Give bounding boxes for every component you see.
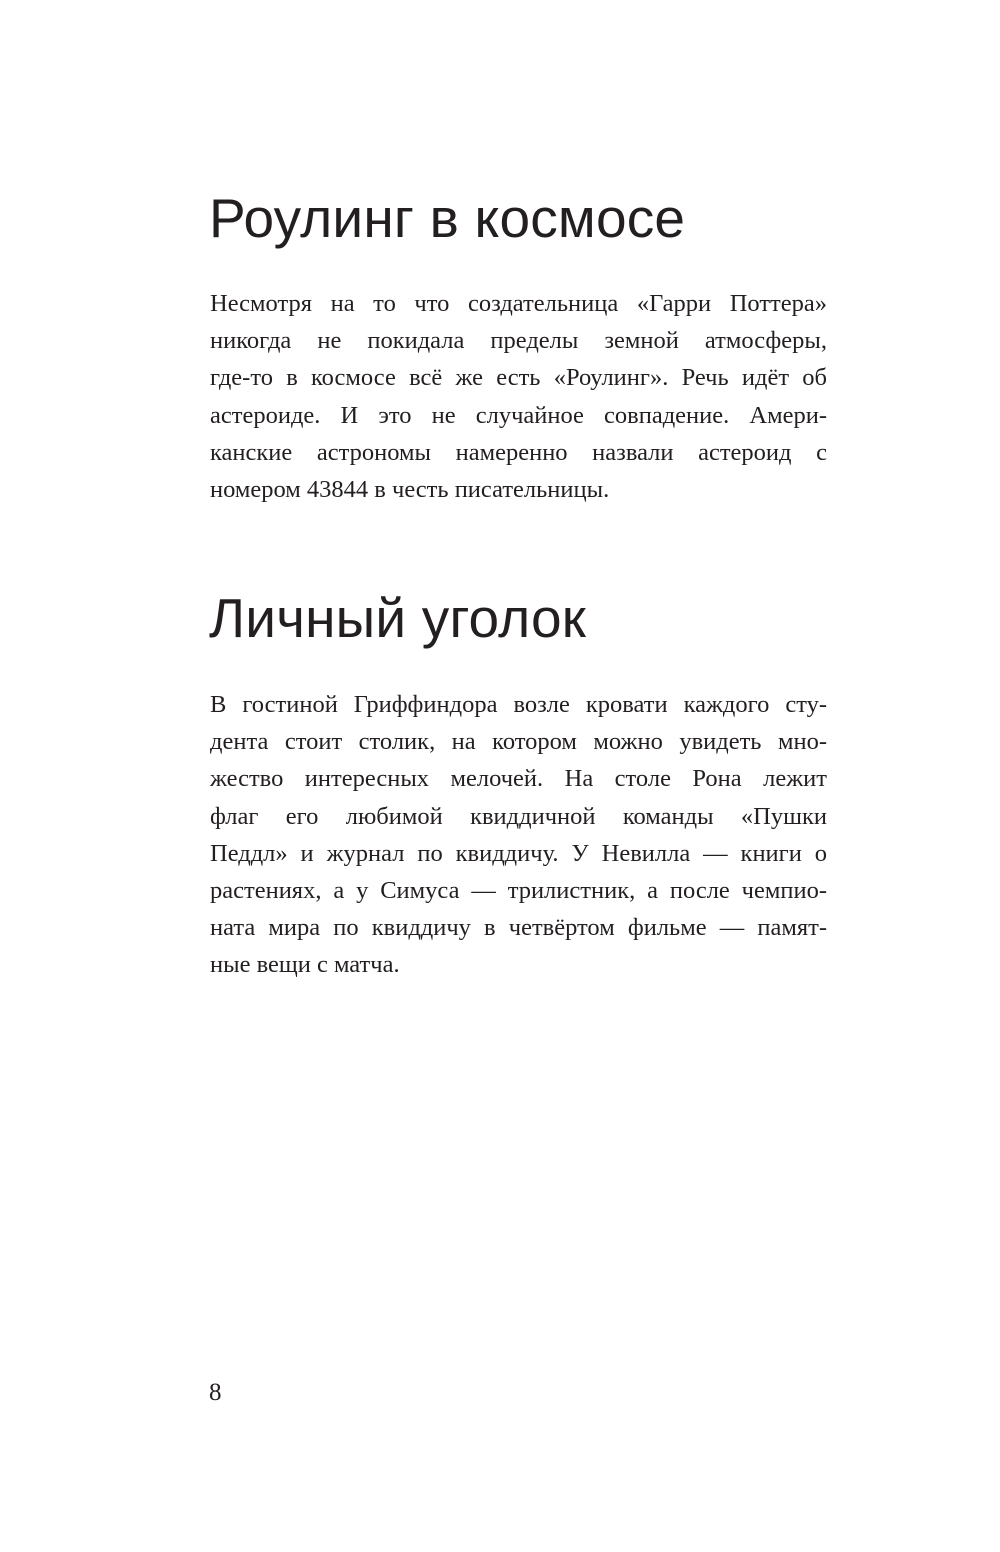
section-paragraph-rowling-in-space	[210, 285, 827, 508]
paragraph-line: В гостиной Гриффиндора возле кровати каждого сту-	[210, 691, 827, 718]
paragraph-line: растениях, а у Симуса — трилистник, а после чемпио-	[210, 876, 827, 904]
paragraph-line: дента стоит столик, на котором можно увидеть мно-	[210, 728, 827, 756]
section-paragraph-personal-corner	[210, 686, 827, 984]
paragraph-line: номером 43844 в честь писательницы.	[210, 475, 610, 503]
paragraph-line: канские астрономы намеренно назвали астероид с	[210, 438, 827, 466]
paragraph-line: никогда не покидала пределы земной атмосферы,	[210, 327, 827, 355]
section-heading-rowling-in-space: Роулинг в космосе	[209, 187, 686, 249]
section-heading-personal-corner: Личный уголок	[209, 587, 587, 649]
paragraph-line: Педдл» и журнал по квиддичу. У Невилла — книги о	[210, 839, 827, 867]
paragraph-line: Несмотря на то что создательница «Гарри Поттера»	[210, 290, 827, 317]
paragraph-line: астероиде. И это не случайное совпадение. Амери-	[210, 401, 827, 429]
page-number: 8	[209, 1379, 222, 1406]
paragraph-line: флаг его любимой квиддичной команды «Пушки	[210, 802, 827, 830]
paragraph-line: жество интересных мелочей. На столе Рона лежит	[210, 765, 827, 793]
paragraph-line: ные вещи с матча.	[210, 951, 400, 979]
paragraph-line: ната мира по квиддичу в четвёртом фильме — памят-	[210, 914, 827, 942]
paragraph-line: где-то в космосе всё же есть «Роулинг». Речь идёт об	[210, 364, 827, 392]
